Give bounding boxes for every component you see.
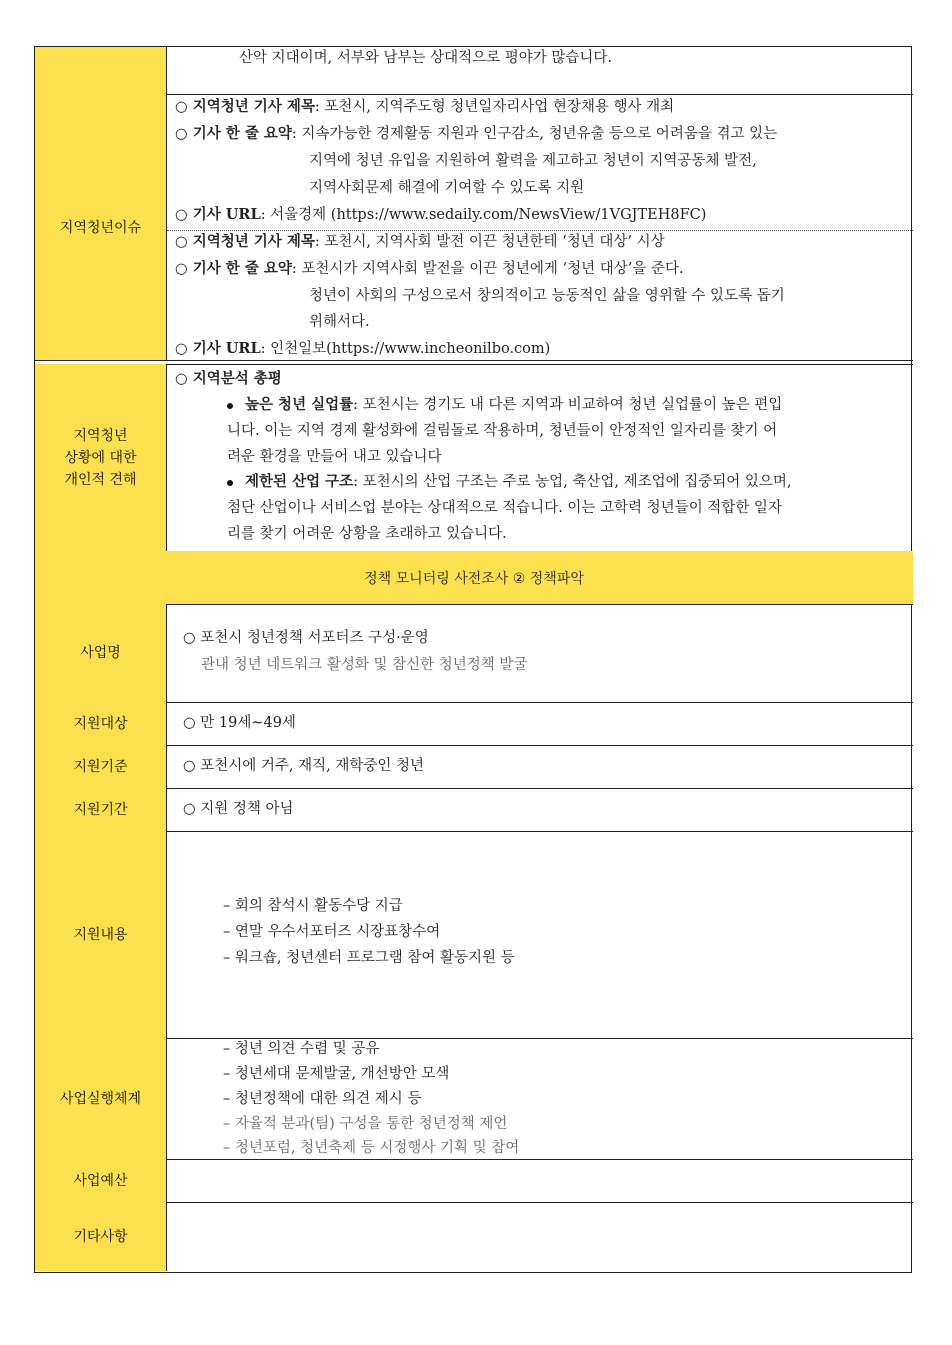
bullet1-line3: 려운 환경을 만들어 내고 있습니다 xyxy=(227,449,442,465)
bullet-icon xyxy=(227,403,233,409)
target-text: ○ 만 19세~49세 xyxy=(183,715,296,731)
article1-summary: ○ 기사 한 줄 요약: 지속가능한 경제활동 지원과 인구감소, 청년유출 등으로 어려움을 겪고 있는 xyxy=(175,125,778,142)
label-line-2: 상황에 대한 xyxy=(64,449,137,466)
row-label-target: 지원대상 xyxy=(35,702,167,745)
bullet1-line1: 높은 청년 실업률: 포천시는 경기도 내 다른 지역과 비교하여 청년 실업률이 높은 편입 xyxy=(245,396,783,413)
row-label-content: 지원내용 xyxy=(35,831,167,1038)
row-label-opinion xyxy=(35,364,167,551)
label-line-3: 개인적 견해 xyxy=(64,471,137,488)
row-criteria xyxy=(35,745,913,788)
row-execution-system xyxy=(35,1038,913,1159)
article2-url: ○ 기사 URL: 인천일보(https://www.incheonilbo.com) xyxy=(175,340,551,357)
content-item-3: – 워크숍, 청년센터 프로그램 참여 활동지원 등 xyxy=(223,950,515,966)
article1-summary-line2: 지역에 청년 유입을 지원하여 활력을 제고하고 청년이 지역공동체 발전, xyxy=(309,153,757,169)
label-line-1: 지역청년 xyxy=(73,427,128,444)
system-item-3: – 청년정책에 대한 의견 제시 등 xyxy=(223,1091,422,1107)
row-region-continued xyxy=(35,47,913,94)
row-label-period: 지원기간 xyxy=(35,788,167,831)
system-item-4: – 자율적 분과(팀) 구성을 통한 청년정책 제언 xyxy=(223,1116,508,1132)
row-support-content xyxy=(35,831,913,1038)
system-item-5: – 청년포럼, 청년축제 등 시정행사 기획 및 참여 xyxy=(223,1140,520,1156)
row-etc xyxy=(35,1202,913,1271)
business-title: ○ 포천시 청년정책 서포터즈 구성·운영 xyxy=(183,630,429,646)
system-content xyxy=(167,1038,913,1159)
opinion-content xyxy=(167,364,913,551)
row-label-issues: 지역청년이슈 xyxy=(35,94,167,361)
row-youth-issues xyxy=(35,94,913,361)
content-item-1: – 회의 참석시 활동수당 지급 xyxy=(223,898,403,914)
budget-content xyxy=(167,1159,913,1202)
criteria-content xyxy=(167,745,913,788)
row-label-system: 사업실행체계 xyxy=(35,1038,167,1159)
row-label-etc: 기타사항 xyxy=(35,1202,167,1271)
period-content xyxy=(167,788,913,831)
section-header xyxy=(35,551,913,604)
period-text: ○ 지원 정책 아님 xyxy=(183,801,294,817)
article1-summary-line3: 지역사회문제 해결에 기여할 수 있도록 지원 xyxy=(309,180,585,196)
row-label-empty xyxy=(35,47,167,94)
region-description-text: 산악 지대이며, 서부와 남부는 상대적으로 평야가 많습니다. xyxy=(239,50,613,66)
support-content xyxy=(167,831,913,1038)
bullet2-line3: 리를 찾기 어려운 상황을 초래하고 있습니다. xyxy=(227,526,507,542)
row-target xyxy=(35,702,913,745)
article1-title: ○ 지역청년 기사 제목: 포천시, 지역주도형 청년일자리사업 현장채용 행사 개최 xyxy=(175,98,675,115)
bullet-icon xyxy=(227,480,233,486)
row-label-criteria: 지원기준 xyxy=(35,745,167,788)
system-item-2: – 청년세대 문제발굴, 개선방안 모색 xyxy=(223,1066,450,1082)
criteria-text: ○ 포천시에 거주, 재직, 재학중인 청년 xyxy=(183,758,425,774)
opinion-heading: ○ 지역분석 총평 xyxy=(175,370,282,387)
business-subtitle: 관내 청년 네트워크 활성화 및 참신한 청년정책 발굴 xyxy=(201,657,528,673)
row-business-name xyxy=(35,604,913,702)
section-header-title: 정책 모니터링 사전조사 ② 정책파악 xyxy=(364,570,584,587)
article2-title: ○ 지역청년 기사 제목: 포천시, 지역사회 발전 이끈 청년한테 ‘청년 대상’ 시상 xyxy=(175,233,665,250)
article2-summary-line3: 위해서다. xyxy=(309,314,370,330)
row-personal-opinion xyxy=(35,364,913,551)
bullet2-line2: 첨단 산업이나 서비스업 분야는 상대적으로 적습니다. 이는 고학력 청년들이 적합한 일자 xyxy=(227,500,782,516)
issues-content xyxy=(167,94,913,361)
content-item-2: – 연말 우수서포터즈 시장표창수여 xyxy=(223,924,441,940)
bullet2-line1: 제한된 산업 구조: 포천시의 산업 구조는 주로 농업, 축산업, 제조업에 집중되어 있으며, xyxy=(245,473,792,490)
bullet1-line2: 니다. 이는 지역 경제 활성화에 걸림돌로 작용하며, 청년들이 안정적인 일자리를 찾기 어 xyxy=(227,423,778,439)
business-content xyxy=(167,604,913,702)
target-content xyxy=(167,702,913,745)
system-item-1: – 청년 의견 수렴 및 공유 xyxy=(223,1041,380,1057)
row-budget xyxy=(35,1159,913,1202)
row-label-budget: 사업예산 xyxy=(35,1159,167,1202)
row-content xyxy=(167,47,913,94)
row-label-business: 사업명 xyxy=(35,604,167,702)
article2-summary: ○ 기사 한 줄 요약: 포천시가 지역사회 발전을 이끈 청년에게 ‘청년 대상’을 준다. xyxy=(175,260,684,277)
etc-content xyxy=(167,1202,913,1271)
article2-summary-line2: 청년이 사회의 구성으로서 창의적이고 능동적인 삶을 영위할 수 있도록 돕기 xyxy=(309,288,785,304)
policy-table xyxy=(34,46,912,1273)
article1-url: ○ 기사 URL: 서울경제 (https://www.sedaily.com/NewsView/1VGJTEH8FC) xyxy=(175,206,707,223)
row-period xyxy=(35,788,913,831)
